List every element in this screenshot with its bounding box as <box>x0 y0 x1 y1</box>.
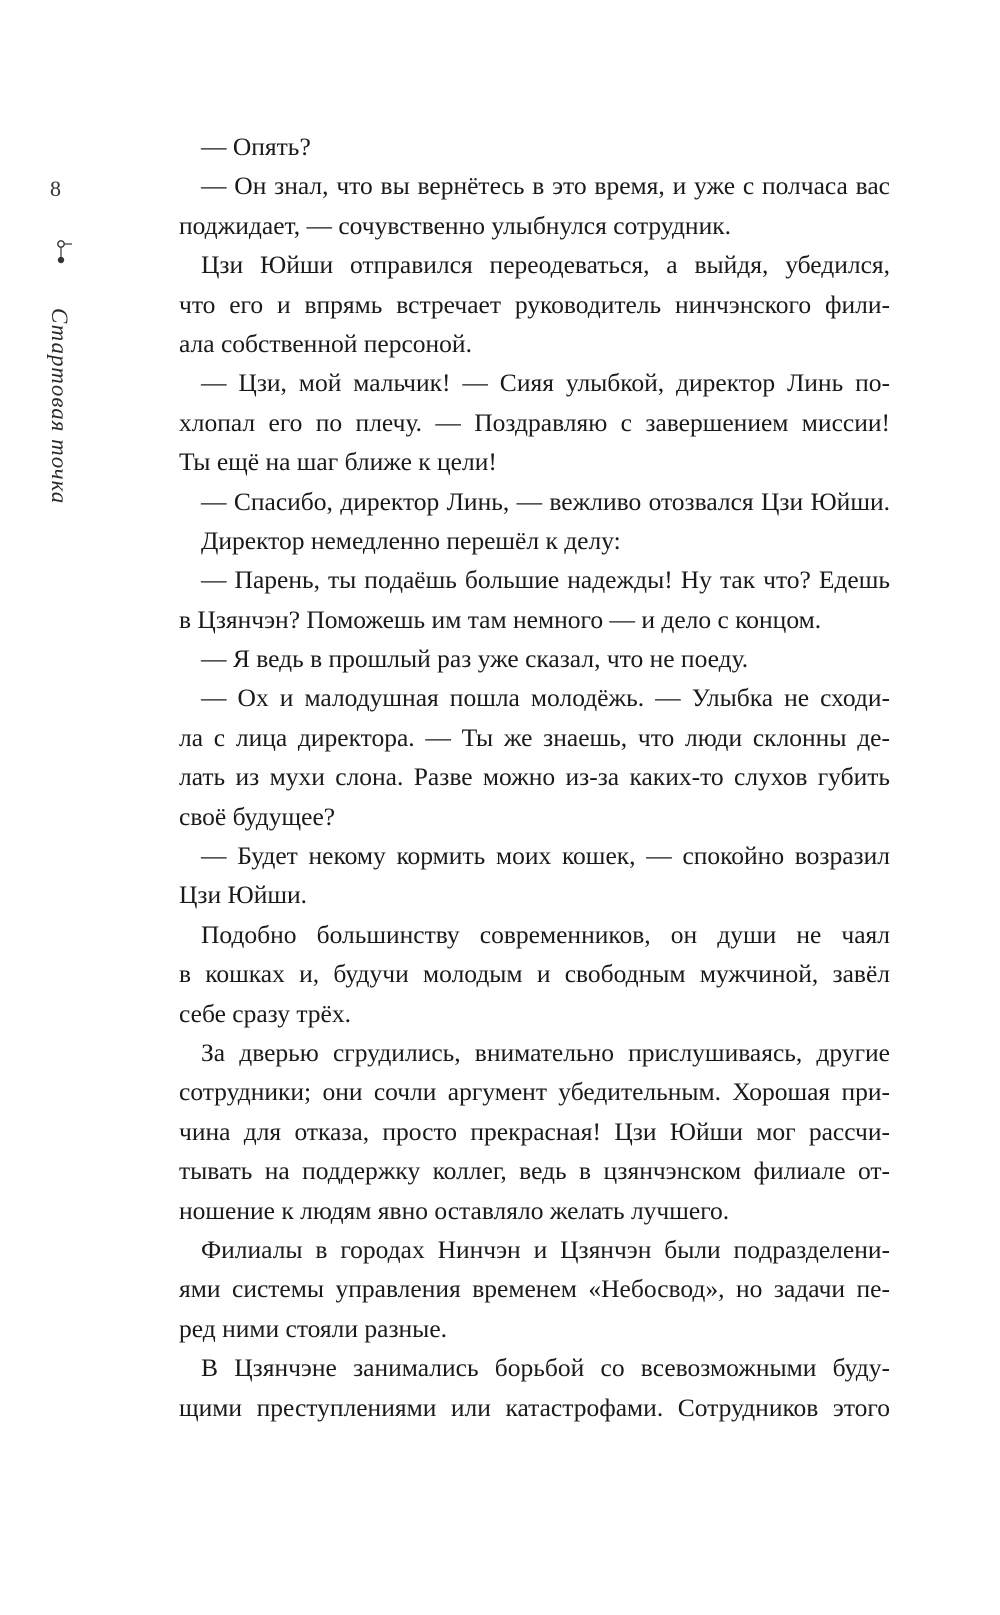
text-line: поджидает, — сочувственно улыбнулся сотрудник. <box>179 210 731 240</box>
text-line: Цзи Юйши отправился переодеваться, а выйдя, убедился, <box>201 250 890 280</box>
text-line: Филиалы в городах Нинчэн и Цзянчэн были подразделени- <box>201 1234 890 1264</box>
text-line: Директор немедленно перешёл к делу: <box>201 525 621 555</box>
text-line: Ты ещё на шаг ближе к цели! <box>179 447 497 477</box>
text-line: что его и впрямь встречает руководитель нинчэнского фили- <box>179 289 890 319</box>
text-line: — Цзи, мой мальчик! — Сияя улыбкой, директор Линь по- <box>201 368 890 398</box>
text-line: ями системы управления временем «Небосвод», но задачи пе- <box>179 1274 890 1304</box>
text-line: ношение к людям явно оставляло желать лучшего. <box>179 1195 730 1225</box>
page-number: 8 <box>50 176 61 201</box>
text-line: щими преступлениями или катастрофами. Сотрудников этого <box>179 1392 890 1422</box>
text-line: себе сразу трёх. <box>179 998 351 1028</box>
text-line: сотрудники; они сочли аргумент убедительным. Хорошая при- <box>179 1077 890 1107</box>
text-line: — Опять? <box>201 132 311 161</box>
text-line: ала собственной персоной. <box>179 328 472 358</box>
text-line: За дверью сгрудились, внимательно прислушиваясь, другие <box>201 1037 890 1067</box>
text-line: тывать на поддержку коллег, ведь в цзянчэнском филиале от- <box>179 1156 890 1186</box>
text-line: Подобно большинству современников, он души не чаял <box>201 919 890 949</box>
text-line: лать из мухи слона. Разве можно из-за каких-то слухов губить <box>179 762 890 792</box>
text-line: в кошках и, будучи молодым и свободным мужчиной, завёл <box>179 959 890 989</box>
text-line: — Спасибо, директор Линь, — вежливо отозвался Цзи Юйши. <box>201 486 890 516</box>
text-body <box>179 127 890 1427</box>
text-line: — Ох и малодушная пошла молодёжь. — Улыбка не сходи- <box>201 683 890 713</box>
text-line: в Цзянчэн? Поможешь им там немного — и дело с концом. <box>179 604 822 634</box>
text-line: — Я ведь в прошлый раз уже сказал, что не поеду. <box>201 644 749 674</box>
text-line: чина для отказа, просто прекрасная! Цзи Юйши мог рассчи- <box>179 1116 890 1146</box>
text-line: Цзи Юйши. <box>179 880 308 910</box>
text-line: В Цзянчэне занимались борьбой со всевозможными буду- <box>201 1353 890 1383</box>
text-line: ред ними стояли разные. <box>179 1313 448 1343</box>
text-line: хлопал его по плечу. — Поздравляю с завершением миссии! <box>179 407 890 437</box>
ornament-icon <box>52 238 74 268</box>
text-line: — Он знал, что вы вернётесь в это время, и уже с полчаса вас <box>201 171 890 201</box>
text-line: — Парень, ты подаёшь большие надежды! Ну так что? Едешь <box>201 565 890 595</box>
text-line: — Будет некому кормить моих кошек, — спокойно возразил <box>201 841 890 871</box>
text-line: ла с лица директора. — Ты же знаешь, что люди склонны де- <box>179 722 890 752</box>
running-head: Стартовая точка <box>47 308 72 505</box>
text-line: своё будущее? <box>179 801 336 831</box>
